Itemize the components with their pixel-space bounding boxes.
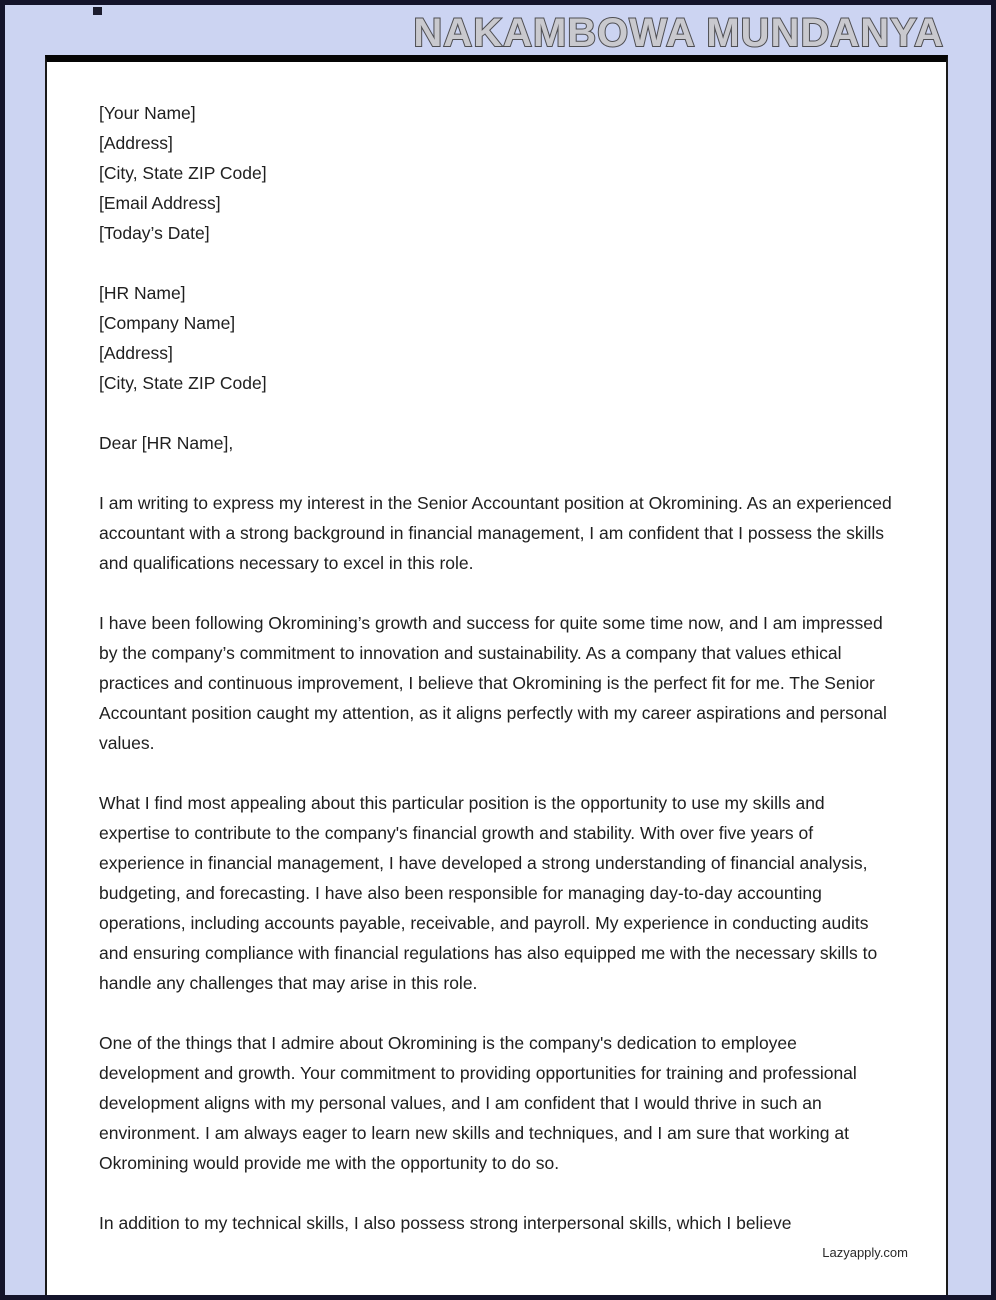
sender-line: [Today’s Date] [99,223,210,243]
letter-paragraph: I am writing to express my interest in the Senior Accountant position at Okromining. As an experienced accountant with a strong background in financial management, I am confident that I possess the skills and qualifications necessary to excel in this role. [99,493,892,573]
recipient-line: [Address] [99,343,173,363]
watermark: Lazyapply.com [822,1245,908,1260]
letter-paragraph: I have been following Okromining’s growth and success for quite some time now, and I am impressed by the company’s commitment to innovation and sustainability. As a company that values ethical practices and continuous improvement, I believe that Okromining is the perfect fit for me. The Senior Accountant position caught my attention, as it aligns perfectly with my career aspirations and personal values. [99,613,887,753]
sender-line: [Your Name] [99,103,196,123]
recipient-block [99,278,896,398]
sender-line: [Address] [99,133,173,153]
sender-block [99,98,896,248]
salutation-line: Dear [HR Name], [99,433,234,453]
sender-line: [Email Address] [99,193,221,213]
recipient-line: [Company Name] [99,313,236,333]
letter-paragraph: What I find most appealing about this particular position is the opportunity to use my skills and expertise to contribute to the company's financial growth and stability. With over five years of experience in financial management, I have developed a strong understanding of financial analysis, budgeting, and forecasting. I have also been responsible for managing day-to-day accounting operations, including accounts payable, receivable, and payroll. My experience in conducting audits and ensuring compliance with financial regulations has also equipped me with the necessary skills to handle any challenges that may arise in this role. [99,793,878,993]
letter-page [45,55,948,1295]
header [5,5,944,55]
letter-paragraph: One of the things that I admire about Okromining is the company's dedication to employee development and growth. Your commitment to providing opportunities for training and professional development aligns with my personal values, and I am confident that I would thrive in such an environment. I am always eager to learn new skills and techniques, and I am sure that working at Okromining would provide me with the opportunity to do so. [99,1033,857,1173]
recipient-line: [City, State ZIP Code] [99,373,267,393]
letter-paragraph: In addition to my technical skills, I also possess strong interpersonal skills, which I believe [99,1213,792,1233]
sender-line: [City, State ZIP Code] [99,163,267,183]
recipient-line: [HR Name] [99,283,186,303]
salutation [99,428,896,458]
page-title: NAKAMBOWA MUNDANYA [413,11,944,55]
